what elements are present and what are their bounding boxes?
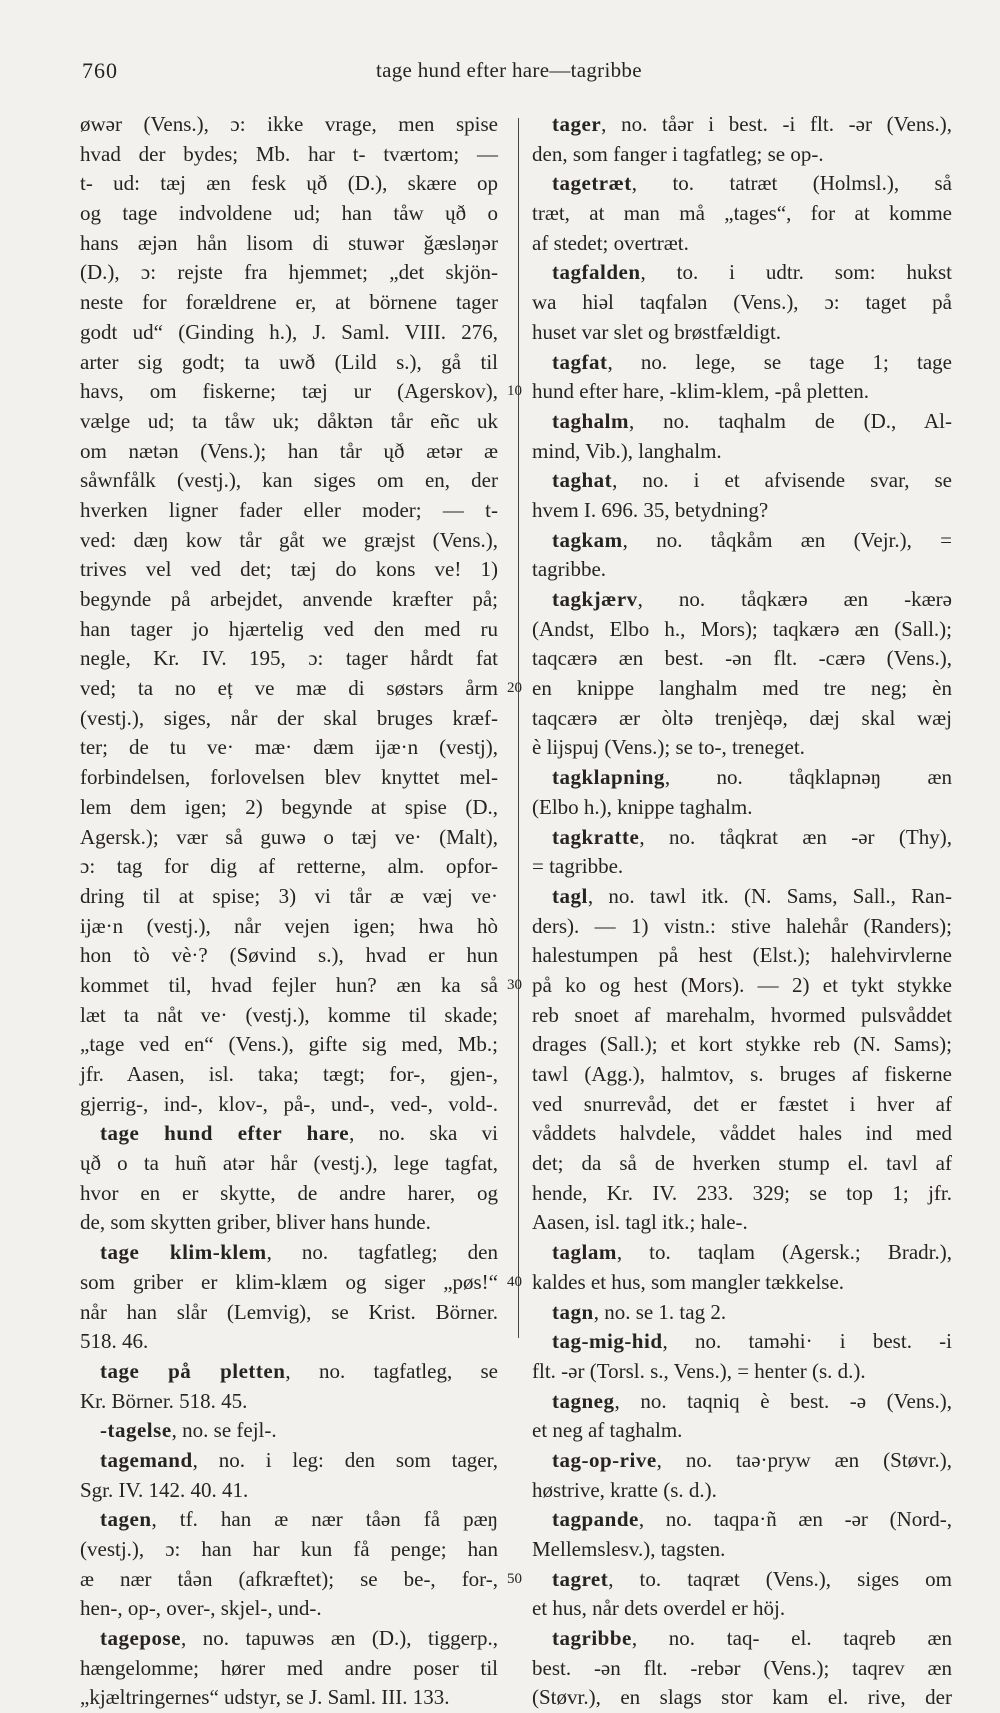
text-line: tagn, no. se 1. tag 2. <box>552 1299 727 1324</box>
text-line: tagkjærv, no. tåqkærə æn -kærə <box>552 587 952 611</box>
text-line: (D.), ɔ: rejste fra hjemmet; „det skjön- <box>80 260 498 285</box>
text-line: best. -ən flt. -rebər (Vens.); taqrev æn <box>532 1655 952 1680</box>
text-line: = tagribbe. <box>532 854 624 879</box>
text-line: -tagelse, no. se fejl-. <box>100 1418 277 1443</box>
text-line: ųð o ta huñ atər hår (vestj.), lege tagfat, <box>80 1151 498 1176</box>
text-line: arter sig godt; ta uwð (Lild s.), gå til <box>80 349 498 374</box>
text-line: ved; ta no eț ve mæ di søstərs årm <box>80 676 498 701</box>
text-line: hvem I. 696. 35, betydning? <box>532 497 769 522</box>
text-line: „tage ved en“ (Vens.), gifte sig med, Mb.; <box>80 1032 498 1057</box>
left-column <box>80 110 498 1713</box>
text-line: tagen, tf. han æ nær tåən få pæŋ <box>100 1507 498 1532</box>
text-line: en knippe langhalm med tre neg; èn <box>532 676 952 701</box>
line-number: 30 <box>507 977 522 994</box>
text-line: kaldes et hus, som mangler tækkelse. <box>532 1269 845 1294</box>
text-line: taghalm, no. taqhalm de (D., Al- <box>552 408 952 433</box>
text-line: huset var slet og brøstfældigt. <box>532 319 782 344</box>
text-line: ved: dæŋ kow tår gåt we græjst (Vens.), <box>80 527 498 552</box>
line-number: 50 <box>507 1571 522 1588</box>
text-line: tagpande, no. taqpa·ñ æn -ər (Nord-, <box>552 1507 952 1532</box>
text-line: taqcærə æn best. -ən flt. -cærə (Vens.), <box>532 646 952 671</box>
line-number: 40 <box>507 1274 522 1291</box>
text-line: tag-op-rive, no. taə·pryw æn (Støvr.), <box>552 1447 952 1472</box>
text-line: den, som fanger i tagfatleg; se op-. <box>532 141 824 166</box>
text-line: neste for forældrene er, at börnene tager <box>80 290 498 315</box>
text-line: hund efter hare, -klim-klem, -på pletten. <box>532 379 870 404</box>
text-line: kommet til, hvad fejler hun? æn ka så <box>80 972 498 997</box>
text-line: tagetræt, to. tatræt (Holmsl.), så <box>552 171 952 196</box>
text-line: flt. -ər (Torsl. s., Vens.), = henter (s. d.). <box>532 1358 866 1383</box>
text-line: hende, Kr. IV. 233. 329; se top 1; jfr. <box>532 1180 952 1205</box>
text-line: hverken ligner fader eller moder; — t- <box>80 497 498 522</box>
text-line: forbindelsen, forlovelsen blev knyttet mel- <box>80 765 498 790</box>
text-line: begynde på arbejdet, anvende kræfter på; <box>80 587 498 611</box>
text-line: negle, Kr. IV. 195, ɔ: tager hårdt fat <box>80 646 498 671</box>
text-line: taqcærə ær òltə trenjèqə, dæj skal wæj <box>532 705 952 730</box>
text-line: æ nær tåən (afkræftet); se be-, for-, <box>80 1566 498 1591</box>
text-line: t- ud: tæj æn fesk ųð (D.), skære op <box>80 171 498 196</box>
page-header <box>0 58 1000 94</box>
text-line: (vestj.), siges, når der skal bruges kræf- <box>80 705 498 730</box>
text-line: et hus, når dets overdel er höj. <box>532 1596 786 1621</box>
text-line: de, som skytten griber, bliver hans hunde. <box>80 1210 431 1235</box>
text-line: 518. 46. <box>80 1329 149 1354</box>
text-line: (Andst, Elbo h., Mors); taqkærə æn (Sall.); <box>532 616 952 641</box>
right-column <box>532 110 952 1713</box>
text-line: Agersk.); vær så guwə o tæj ve· (Malt), <box>80 824 498 849</box>
text-line: tagfalden, to. i udtr. som: hukst <box>552 260 952 285</box>
text-line: som griber er klim-klæm og siger „pøs!“ <box>80 1269 498 1294</box>
text-line: tagemand, no. i leg: den som tager, <box>100 1447 498 1472</box>
text-line: ved snurrevåd, det er fæstet i hver af <box>532 1091 952 1116</box>
text-line: tagribbe, no. taq- el. taqreb æn <box>552 1626 952 1651</box>
text-line: høstrive, kratte (s. d.). <box>532 1477 717 1502</box>
text-line: af stedet; overtræt. <box>532 230 689 255</box>
column-divider <box>518 118 519 1338</box>
text-line: ɔ: tag for dig af retterne, alm. opfor- <box>80 854 498 879</box>
text-line: Aasen, isl. tagl itk.; hale-. <box>532 1210 748 1235</box>
text-line: tawl (Agg.), halmtov, s. bruges af fiskerne <box>532 1062 952 1086</box>
line-number: 20 <box>507 680 522 697</box>
text-line: havs, om fiskerne; tæj ur (Agerskov), <box>80 379 498 404</box>
text-line: ijæ·n (vestj.), når vejen igen; hwa hò <box>80 913 498 938</box>
text-line: tagklapning, no. tåqklapnəŋ æn <box>552 765 952 790</box>
text-line: træt, at man må „tages“, for at komme <box>532 201 952 226</box>
text-line: på ko og hest (Mors). — 2) et tykt stykke <box>532 972 952 997</box>
text-line: tager, no. tåər i best. -i flt. -ər (Vens.), <box>552 112 952 136</box>
text-line: tagkam, no. tåqkåm æn (Vejr.), = <box>552 527 952 552</box>
text-line: tagkratte, no. tåqkrat æn -ər (Thy), <box>552 824 952 849</box>
text-line: wa hiəl taqfalən (Vens.), ɔ: taget på <box>532 290 952 315</box>
text-line: tage hund efter hare, no. ska vi <box>100 1121 498 1146</box>
text-line: tage klim-klem, no. tagfatleg; den <box>100 1240 498 1265</box>
text-line: om nætən (Vens.); han tår ųð ætər æ <box>80 438 498 463</box>
text-line: Mellemslesv.), tagsten. <box>532 1537 726 1561</box>
line-number: 10 <box>507 383 522 400</box>
text-line: tagfat, no. lege, se tage 1; tage <box>552 349 952 374</box>
text-line: reb snoet af marehalm, hvormed pulsvåddet <box>532 1002 952 1027</box>
text-line: (vestj.), ɔ: han har kun få penge; han <box>80 1537 498 1561</box>
text-line: tagepose, no. tapuwəs æn (D.), tiggerp., <box>100 1626 498 1651</box>
text-line: det; da så de hverken stump el. tavl af <box>532 1151 952 1176</box>
text-line: gjerrig-, ind-, klov-, på-, und-, ved-, vold-. <box>80 1091 498 1116</box>
text-line: „kjæltringernes“ udstyr, se J. Saml. III. 133. <box>80 1685 450 1710</box>
text-line: (Elbo h.), knippe taghalm. <box>532 794 753 819</box>
text-line: læt ta nåt ve· (vestj.), komme til skade; <box>80 1002 498 1027</box>
text-line: taghat, no. i et afvisende svar, se <box>552 468 952 493</box>
text-line: ter; de tu ve· mæ· dæm ijæ·n (vestj), <box>80 735 498 760</box>
text-line: og tage indvoldene ud; han tåw ųð o <box>80 201 498 226</box>
running-title: tage hund efter hare—tagribbe <box>376 58 642 82</box>
text-line: ders). — 1) vistn.: stive halehår (Randers); <box>532 913 952 938</box>
text-line: tage på pletten, no. tagfatleg, se <box>100 1358 498 1383</box>
text-line: mind, Vib.), langhalm. <box>532 438 722 463</box>
text-line: dring til at spise; 3) vi tår æ væj ve· <box>80 883 498 908</box>
page-number: 760 <box>82 58 118 83</box>
text-line: tagribbe. <box>532 557 607 582</box>
text-line: han tager jo hjærtelig ved den med ru <box>80 616 498 641</box>
text-line: øwər (Vens.), ɔ: ikke vrage, men spise <box>80 112 498 136</box>
text-line: våddets halvdele, våddet hales ind med <box>532 1121 952 1146</box>
text-line: taglam, to. taqlam (Agersk.; Bradr.), <box>552 1240 952 1265</box>
text-line: hon tò vè·? (Søvind s.), hvad er hun <box>80 943 498 968</box>
text-line: såwnfålk (vestj.), kan siges om en, der <box>80 468 498 493</box>
text-line: drages (Sall.); et kort stykke reb (N. Sams); <box>532 1032 952 1057</box>
text-line: jfr. Aasen, isl. taka; tægt; for-, gjen-, <box>80 1062 498 1086</box>
text-line: tagret, to. taqræt (Vens.), siges om <box>552 1566 952 1591</box>
text-line: tagl, no. tawl itk. (N. Sams, Sall., Ran- <box>552 883 952 908</box>
text-line: vælge ud; ta tåw uk; dåktən tår eñc uk <box>80 408 498 433</box>
text-line: hans æjən hån lisom di stuwər ǧæsləŋər <box>80 230 498 255</box>
text-line: lem dem igen; 2) begynde at spise (D., <box>80 794 498 819</box>
text-line: et neg af taghalm. <box>532 1418 683 1443</box>
text-line: halestumpen på hest (Elst.); halehvirvlerne <box>532 943 952 968</box>
text-line: hvad der bydes; Mb. har t- tværtom; — <box>80 141 498 166</box>
text-line: trives vel ved det; tæj do kons ve! 1) <box>80 557 498 582</box>
text-line: hvor en er skytte, de andre harer, og <box>80 1180 498 1205</box>
text-line: (Støvr.), en slags stor kam el. rive, der <box>532 1685 952 1710</box>
text-line: Sgr. IV. 142. 40. 41. <box>80 1477 249 1502</box>
text-line: Kr. Börner. 518. 45. <box>80 1388 248 1413</box>
text-line: tag-mig-hid, no. taməhi· i best. -i <box>552 1329 952 1354</box>
text-line: è lijspuj (Vens.); se to-, treneget. <box>532 735 805 760</box>
text-line: hængelomme; hører med andre poser til <box>80 1655 498 1680</box>
text-line: tagneg, no. taqniq è best. -ə (Vens.), <box>552 1388 952 1413</box>
text-line: godt ud“ (Ginding h.), J. Saml. VIII. 276, <box>80 319 498 344</box>
text-line: hen-, op-, over-, skjel-, und-. <box>80 1596 322 1621</box>
text-line: når han slår (Lemvig), se Krist. Börner. <box>80 1299 498 1324</box>
